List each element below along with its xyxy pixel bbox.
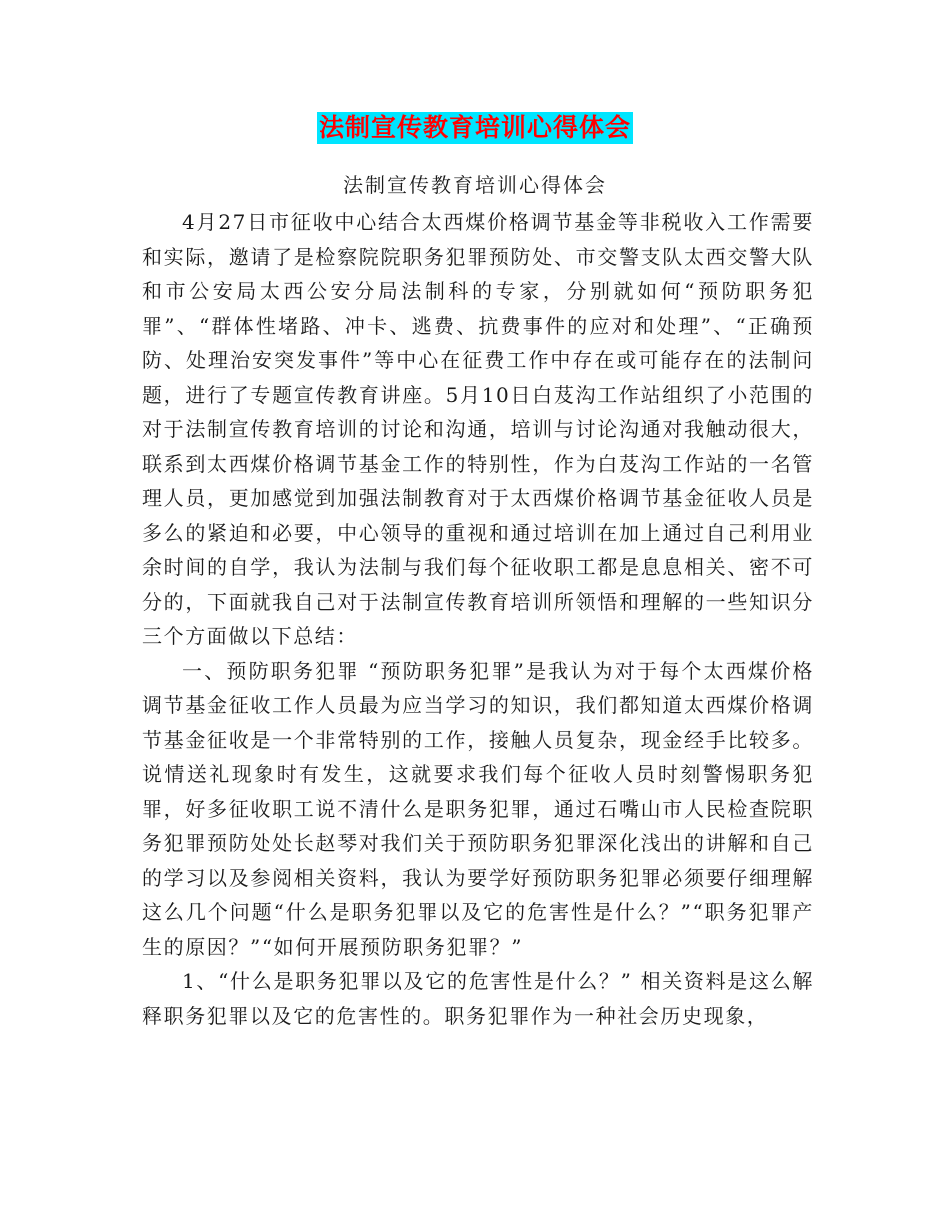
title-container [0,112,950,144]
document-body [142,205,814,1033]
paragraph: 4月27日市征收中心结合太西煤价格调节基金等非税收入工作需要和实际，邀请了是检察院院职务犯罪预防处、市交警支队太西交警大队和市公安局太西公安分局法制科的专家，分别就如何“预防职务犯罪”、“群体性堵路、冲卡、逃费、抗费事件的应对和处理”、“正确预防、处理治安突发事件”等中心在征费工作中存在或可能存在的法制问题，进行了专题宣传教育讲座。5月10日白芨沟工作站组织了小范围的对于法制宣传教育培训的讨论和沟通，培训与讨论沟通对我触动很大，联系到太西煤价格调节基金工作的特别性，作为白芨沟工作站的一名管理人员，更加感觉到加强法制教育对于太西煤价格调节基金征收人员是多么的紧迫和必要，中心领导的重视和通过培训在加上通过自己利用业余时间的自学，我认为法制与我们每个征收职工都是息息相关、密不可分的，下面就我自己对于法制宣传教育培训所领悟和理解的一些知识分三个方面做以下总结： [142,210,814,648]
document-subtitle: 法制宣传教育培训心得体会 [343,173,607,197]
document-title: 法制宣传教育培训心得体会 [318,113,631,142]
paragraph: 1、“什么是职务犯罪以及它的危害性是什么？” 相关资料是这么解释职务犯罪以及它的危害性的。职务犯罪作为一种社会历史现象， [142,969,814,1028]
paragraph: 一、预防职务犯罪 “预防职务犯罪”是我认为对于每个太西煤价格调节基金征收工作人员最为应当学习的知识，我们都知道太西煤价格调节基金征收是一个非常特别的工作，接触人员复杂，现金经手比较多。说情送礼现象时有发生，这就要求我们每个征收人员时刻警惕职务犯罪，好多征收职工说不清什么是职务犯罪，通过石嘴山市人民检查院职务犯罪预防处处长赵琴对我们关于预防职务犯罪深化浅出的讲解和自己的学习以及参阅相关资料，我认为要学好预防职务犯罪必须要仔细理解这么几个问题“什么是职务犯罪以及它的危害性是什么？”“职务犯罪产生的原因？”“如何开展预防职务犯罪？” [142,658,814,959]
